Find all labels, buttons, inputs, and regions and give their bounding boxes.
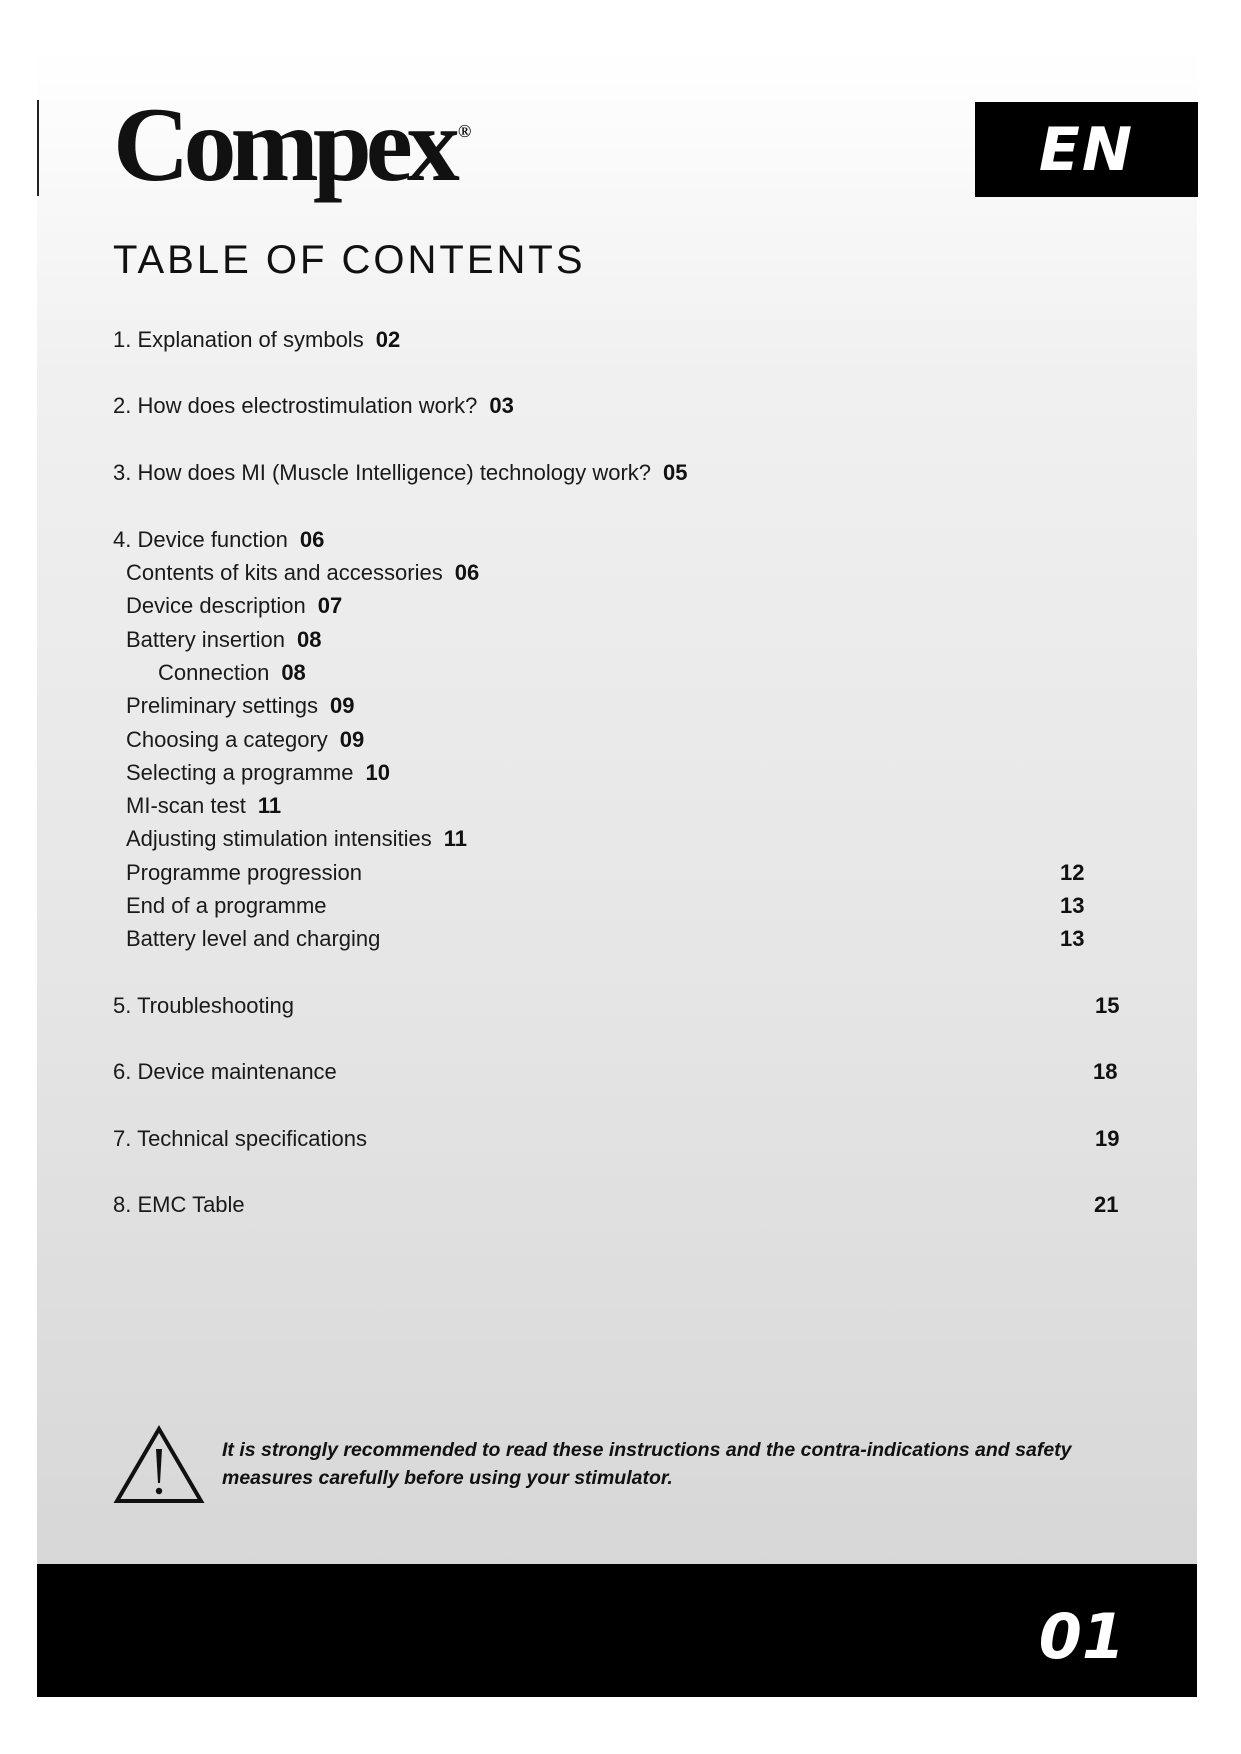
toc-subentry[interactable] bbox=[126, 828, 467, 850]
toc-subentry[interactable] bbox=[126, 862, 362, 884]
toc-label: Selecting a programme bbox=[126, 760, 354, 785]
toc-page: 09 bbox=[339, 727, 365, 752]
toc-entry[interactable] bbox=[113, 1194, 245, 1216]
toc-page: 06 bbox=[454, 560, 480, 585]
toc-label: Contents of kits and accessories bbox=[126, 560, 443, 585]
toc-page: 18 bbox=[1093, 1059, 1118, 1084]
toc-label: Programme progression bbox=[126, 860, 362, 885]
toc-label: 6. Device maintenance bbox=[113, 1059, 337, 1084]
toc-entry[interactable] bbox=[113, 1061, 337, 1083]
footer-bar bbox=[37, 1564, 1197, 1697]
toc-label: 1. Explanation of symbols bbox=[113, 327, 364, 352]
toc-subentry[interactable] bbox=[126, 629, 321, 651]
toc-subentry[interactable] bbox=[126, 928, 380, 950]
toc-page: 10 bbox=[365, 760, 390, 785]
toc-subentry[interactable] bbox=[126, 795, 281, 817]
toc-subentry[interactable] bbox=[126, 695, 354, 717]
toc-subentry[interactable] bbox=[126, 895, 327, 917]
toc-page: 05 bbox=[663, 460, 688, 485]
toc-label: Battery insertion bbox=[126, 627, 285, 652]
toc-label: 8. EMC Table bbox=[113, 1192, 245, 1217]
toc-page: 09 bbox=[329, 693, 355, 718]
toc-page: 21 bbox=[1094, 1192, 1119, 1217]
toc-label: 4. Device function bbox=[113, 527, 288, 552]
toc-page: 03 bbox=[489, 393, 514, 418]
toc-label: Choosing a category bbox=[126, 727, 328, 752]
logo-text: Compex bbox=[113, 86, 454, 203]
toc-label: Connection bbox=[158, 660, 270, 685]
toc-entry[interactable] bbox=[113, 529, 324, 551]
toc-page: 08 bbox=[296, 627, 322, 652]
toc-subentry[interactable] bbox=[158, 662, 306, 684]
toc-subentry[interactable] bbox=[126, 562, 479, 584]
toc-page: 19 bbox=[1095, 1126, 1120, 1151]
toc-label: 5. Troubleshooting bbox=[113, 993, 295, 1018]
safety-warning: It is strongly recommended to read these instructions and the contra-indications and safety measures carefully before using your stimulator. bbox=[222, 1439, 1072, 1489]
toc-label: Battery level and charging bbox=[126, 926, 381, 951]
warning-triangle-icon bbox=[113, 1425, 205, 1505]
toc-page: 07 bbox=[317, 593, 343, 618]
toc-page: 11 bbox=[257, 793, 282, 818]
toc-page: 12 bbox=[1060, 860, 1085, 885]
registered-mark: ® bbox=[457, 121, 472, 141]
toc-label: 3. How does MI (Muscle Intelligence) technology work? bbox=[113, 460, 652, 485]
toc-label: Adjusting stimulation intensities bbox=[126, 826, 432, 851]
language-code: EN bbox=[1038, 114, 1135, 185]
toc-page: 11 bbox=[443, 826, 467, 851]
toc-page: 13 bbox=[1060, 893, 1085, 918]
toc-page: 13 bbox=[1060, 926, 1085, 951]
toc-label: Preliminary settings bbox=[126, 693, 318, 718]
toc-label: End of a programme bbox=[126, 893, 327, 918]
toc-entry[interactable] bbox=[113, 395, 514, 417]
toc-page: 15 bbox=[1095, 993, 1120, 1018]
toc-label: Device description bbox=[126, 593, 306, 618]
toc-label: MI-scan test bbox=[126, 793, 246, 818]
toc-entry[interactable] bbox=[113, 462, 688, 484]
toc-subentry[interactable] bbox=[126, 595, 342, 617]
toc-subentry[interactable] bbox=[126, 729, 364, 751]
toc-entry[interactable] bbox=[113, 329, 400, 351]
toc-label: 7. Technical specifications bbox=[113, 1126, 367, 1151]
toc-page: 02 bbox=[375, 327, 401, 352]
page-number: 01 bbox=[1038, 1600, 1125, 1673]
toc-entry[interactable] bbox=[113, 995, 294, 1017]
toc-label: 2. How does electrostimulation work? bbox=[113, 393, 478, 418]
toc-entry[interactable] bbox=[113, 1128, 367, 1150]
toc-page: 08 bbox=[281, 660, 306, 685]
toc-page: 06 bbox=[299, 527, 325, 552]
page-title: TABLE OF CONTENTS bbox=[113, 238, 586, 282]
toc-subentry[interactable] bbox=[126, 762, 390, 784]
